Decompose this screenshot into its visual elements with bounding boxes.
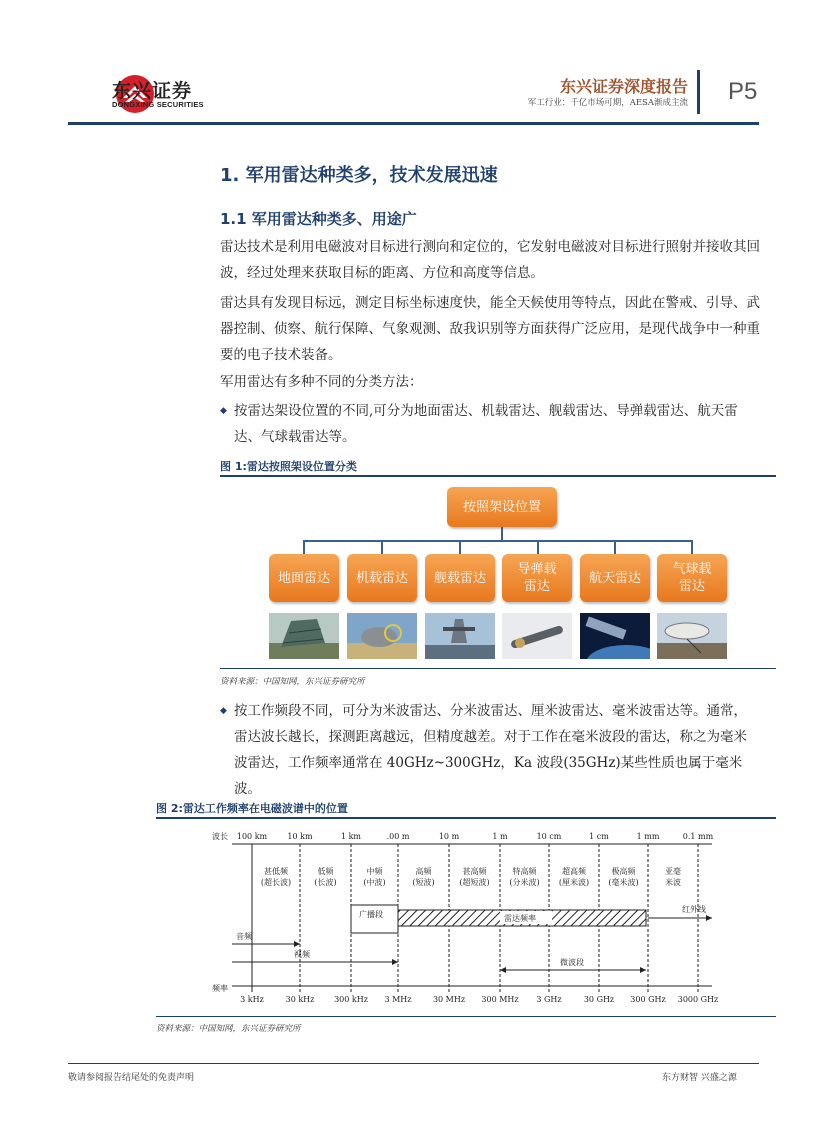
- connector-line: [691, 540, 693, 554]
- band-label: 甚低频: [264, 867, 288, 876]
- bullet-by-platform: [220, 398, 760, 450]
- band-label: 米波: [665, 878, 681, 887]
- space-radar-photo: [580, 613, 650, 659]
- figure2-bottom-rule: [156, 1016, 776, 1017]
- section-heading: 1. 军用雷达种类多，技术发展迅速: [220, 165, 498, 186]
- band-label: (中波): [363, 878, 386, 887]
- frequency-tick-label: 30 GHz: [583, 995, 615, 1004]
- band-label: 中频: [366, 867, 383, 876]
- wavelength-tick-label: 10 km: [287, 832, 313, 841]
- broadcast-band-label: 广播段: [359, 910, 383, 919]
- child-node-space: 航天雷达: [580, 554, 650, 602]
- frequency-tick-label: 300 MHz: [481, 995, 519, 1004]
- figure2-top-rule: [156, 817, 776, 819]
- header-rule: [68, 122, 759, 125]
- infrared-arrowhead-icon: [706, 915, 712, 921]
- paragraph-radar-features: 雷达具有发现目标远，测定目标坐标速度快，能全天候使用等特点，因此在警戒、引导、武器控制、侦察、航行保障、气象观测、敌我识别等方面获得广泛应用，是现代战争中一种重要的电子技术装备。: [220, 295, 760, 363]
- wavelength-tick-label: 10 m: [438, 832, 460, 841]
- connector-line: [303, 540, 305, 554]
- band-label: (分米波): [509, 878, 540, 887]
- figure1-source: 资料来源：中国知网，东兴证券研究所: [220, 677, 365, 687]
- figure2-source: 资料来源：中国知网，东兴证券研究所: [156, 1024, 301, 1034]
- frequency-tick-label: 3 MHz: [384, 995, 412, 1004]
- subsection-heading: 1.1 军用雷达种类多、用途广: [220, 210, 417, 228]
- bullet-diamond-icon: ◆: [220, 706, 227, 716]
- connector-line: [537, 540, 539, 554]
- footer-rule: [68, 1063, 759, 1064]
- wavelength-tick-label: 10 cm: [536, 832, 562, 841]
- microwave-left-arrowhead-icon: [500, 967, 506, 973]
- logo-chinese-text: 东兴证券: [112, 80, 193, 102]
- audio-arrowhead-icon: [294, 941, 300, 947]
- footer-slogan: 东方财智 兴盛之源: [662, 1073, 737, 1083]
- report-subtitle: 军工行业：千亿市场可期，AESA渐成主流: [527, 98, 688, 108]
- frequency-tick-label: 300 kHz: [334, 995, 368, 1004]
- bullet-by-frequency: [220, 698, 760, 802]
- figure1-title: 图 1:雷达按照架设位置分类: [220, 460, 357, 473]
- connector-line: [501, 527, 503, 541]
- figure1-bottom-rule: [220, 668, 776, 669]
- child-node-ground: 地面雷达: [269, 554, 339, 602]
- video-arrowhead-icon: [392, 959, 398, 965]
- wavelength-axis-label: 波长: [212, 832, 228, 841]
- band-label: (短波): [412, 878, 435, 887]
- wavelength-tick-label: 1 mm: [636, 832, 660, 841]
- figure2-title: 图 2:雷达工作频率在电磁波谱中的位置: [156, 802, 348, 815]
- airborne-radar-photo: [347, 613, 417, 659]
- bullet-text: 按雷达架设位置的不同,可分为地面雷达、机载雷达、舰载雷达、导弹载雷达、航天雷达、气球载雷达等。: [234, 403, 738, 445]
- band-labels: [261, 866, 681, 887]
- wavelength-tick-label: 1 cm: [589, 832, 609, 841]
- connector-line: [614, 540, 616, 554]
- missile-radar-photo: [502, 613, 572, 659]
- wavelength-ticks: [237, 832, 714, 841]
- footer-disclaimer: 敬请参阅报告结尾处的免责声明: [68, 1073, 195, 1083]
- connector-line: [303, 540, 692, 542]
- logo-english-text: DONGXING SECURITIES: [112, 100, 204, 109]
- band-label: 低频: [317, 867, 334, 876]
- shipborne-radar-photo: [425, 613, 495, 659]
- bullet-diamond-icon: ◆: [220, 406, 227, 416]
- microwave-right-arrowhead-icon: [640, 967, 646, 973]
- child-node-missile: 导弹载 雷达: [502, 554, 572, 602]
- microwave-label: 微波段: [560, 958, 584, 967]
- paragraph-classification-intro: 军用雷达有多种不同的分类方法：: [220, 374, 423, 390]
- child-node-balloon: 气球载 雷达: [657, 554, 727, 602]
- wavelength-tick-label: .00 m: [386, 832, 410, 841]
- band-label: 极高频: [611, 867, 636, 876]
- audio-label: 音频: [236, 932, 252, 941]
- band-label: 高频: [415, 867, 432, 876]
- band-label: (厘米波): [558, 878, 590, 887]
- band-label: (长波): [314, 878, 337, 887]
- child-node-shipborne: 舰载雷达: [425, 554, 495, 602]
- wavelength-tick-label: 100 km: [236, 832, 268, 841]
- connector-line: [459, 540, 461, 554]
- connector-line: [381, 540, 383, 554]
- header-divider: [697, 70, 700, 114]
- report-title: 东兴证券深度报告: [559, 77, 688, 96]
- frequency-tick-label: 3000 GHz: [677, 995, 719, 1004]
- spectrum-diagram: [212, 826, 722, 1012]
- band-label: 亚毫: [665, 867, 681, 876]
- frequency-tick-label: 300 GHz: [630, 995, 666, 1004]
- radar-frequency-label: 雷达频率: [504, 914, 536, 923]
- ground-radar-photo: [269, 613, 339, 659]
- figure1-top-rule: [220, 475, 776, 477]
- paragraph-radar-definition: 雷达技术是利用电磁波对目标进行测向和定位的，它发射电磁波对目标进行照射并接收其回波，经过处理来获取目标的距离、方位和高度等信息。: [220, 239, 760, 281]
- bullet-text: 按工作频段不同，可分为米波雷达、分米波雷达、厘米波雷达、毫米波雷达等。通常，雷达波长越长，探测距离越远，但精度越差。对于工作在毫米波段的雷达，称之为毫米波雷达，工作频率通常在 40GHz~300GHz，Ka 波段(35GHz)某些性质也属于毫米波。: [234, 703, 747, 797]
- band-label: 特高频: [512, 867, 537, 876]
- wavelength-tick-label: 1 km: [340, 832, 362, 841]
- band-label: 超高频: [562, 867, 586, 876]
- frequency-ticks: [240, 995, 718, 1004]
- child-node-airborne: 机载雷达: [347, 554, 417, 602]
- frequency-axis-label: 频率: [212, 984, 228, 993]
- band-label: (毫米波): [608, 878, 639, 887]
- band-label: (超长波): [260, 878, 292, 887]
- frequency-tick-label: 3 kHz: [240, 995, 264, 1004]
- infrared-label: 红外线: [682, 905, 706, 914]
- frequency-tick-label: 30 kHz: [285, 995, 315, 1004]
- band-label: 甚高频: [462, 867, 487, 876]
- page-number: P5: [728, 78, 758, 105]
- band-label: (超短波): [459, 878, 490, 887]
- root-node: 按照架设位置: [447, 487, 557, 527]
- frequency-tick-label: 3 GHz: [536, 995, 562, 1004]
- frequency-tick-label: 30 MHz: [432, 995, 466, 1004]
- wavelength-tick-label: 0.1 mm: [682, 832, 714, 841]
- video-label: 视频: [294, 950, 310, 959]
- balloon-radar-photo: [657, 613, 727, 659]
- wavelength-tick-label: 1 m: [492, 832, 508, 841]
